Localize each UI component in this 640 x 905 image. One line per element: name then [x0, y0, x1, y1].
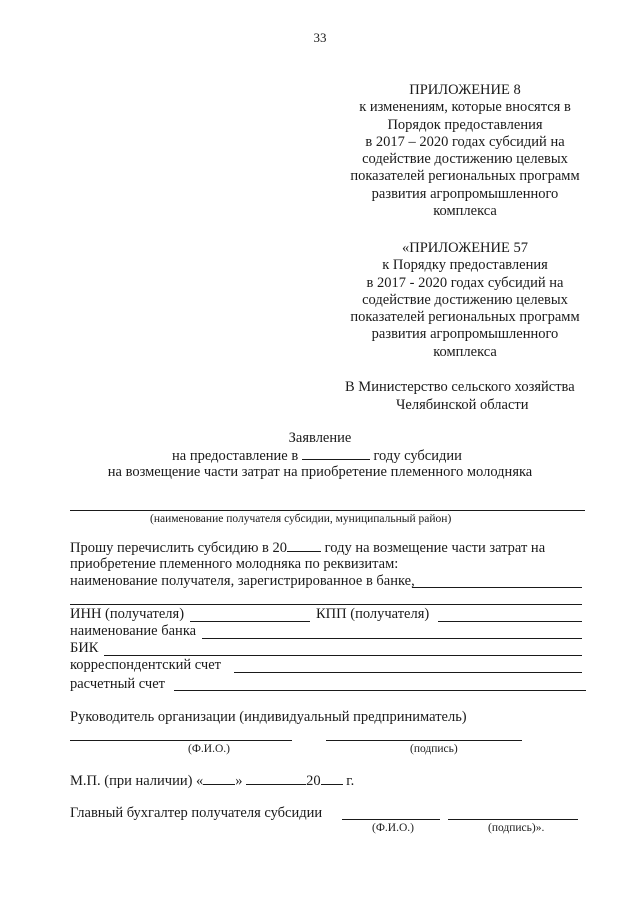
appendix-8-line: показателей региональных программ — [350, 168, 580, 185]
addressee-line: Челябинской области — [396, 397, 529, 413]
appendix-8-line: содействие достижению целевых — [362, 151, 568, 168]
appendix-57-line: в 2017 - 2020 годах субсидий на — [366, 274, 564, 291]
corr-account-line — [234, 672, 582, 673]
appendix-8-line: комплекса — [433, 203, 497, 220]
accountant-title: Главный бухгалтер получателя субсидии — [70, 805, 323, 821]
appendix-8-line: Порядок предоставления — [387, 116, 543, 133]
heading-line: на предоставление в году субсидии — [172, 448, 462, 464]
corr-account-label: корреспондентский счет — [70, 657, 221, 673]
appendix-57-line: содействие достижению целевых — [362, 291, 568, 308]
request-line: приобретение племенного молодняка по реквизитам: — [70, 556, 399, 572]
inn-label: ИНН (получателя) — [70, 606, 185, 622]
document-title: Заявление — [288, 430, 352, 446]
addressee-line: В Министерство сельского хозяйства — [345, 379, 575, 395]
appendix-57-line: комплекса — [433, 343, 497, 360]
kpp-line — [438, 621, 582, 622]
heading-subtitle: на возмещение части затрат на приобретение племенного молодняка — [107, 464, 533, 480]
registered-name-line — [70, 604, 582, 605]
accountant-signature-line — [448, 819, 578, 820]
appendix-8-block — [330, 82, 600, 220]
request-line: Прошу перечислить субсидию в 20 году на возмещение части затрат на — [70, 540, 546, 556]
day-blank — [203, 772, 235, 785]
accountant-signature-caption: (подпись)». — [488, 822, 545, 834]
stamp-date-line: М.П. (при наличии) « » 20 г. — [70, 773, 355, 789]
appendix-57-line: показателей региональных программ — [350, 309, 580, 326]
appendix-8-line: в 2017 – 2020 годах субсидий на — [365, 133, 565, 150]
head-title: Руководитель организации (индивидуальный предприниматель) — [70, 709, 467, 725]
recipient-name-line — [70, 510, 585, 511]
appendix-57-title: «ПРИЛОЖЕНИЕ 57 — [402, 240, 528, 256]
bank-name-line — [202, 638, 582, 639]
bik-label: БИК — [70, 640, 99, 656]
head-fio-line — [70, 740, 292, 741]
registered-name-line — [412, 587, 582, 588]
year-blank — [302, 447, 370, 460]
month-blank — [246, 772, 306, 785]
year-blank — [287, 539, 321, 552]
head-signature-caption: (подпись) — [410, 743, 458, 755]
appendix-8-title: ПРИЛОЖЕНИЕ 8 — [409, 82, 521, 98]
account-label: расчетный счет — [70, 676, 165, 692]
page-number: 33 — [313, 30, 327, 45]
year-blank — [321, 772, 343, 785]
kpp-label: КПП (получателя) — [316, 606, 430, 622]
head-fio-caption: (Ф.И.О.) — [188, 743, 230, 755]
recipient-caption: (наименование получателя субсидии, муниципальный район) — [150, 513, 452, 525]
appendix-57-line: развития агропромышленного — [371, 326, 559, 343]
head-signature-line — [326, 740, 522, 741]
inn-line — [190, 621, 310, 622]
bik-line — [104, 655, 582, 656]
appendix-57-block — [330, 240, 600, 361]
account-line — [174, 690, 586, 691]
appendix-8-line: к изменениям, которые вносятся в — [359, 99, 571, 116]
appendix-57-line: к Порядку предоставления — [382, 257, 548, 274]
accountant-fio-line — [342, 819, 440, 820]
request-line: наименование получателя, зарегистрированное в банке, — [70, 573, 415, 589]
bank-name-label: наименование банка — [70, 623, 197, 639]
accountant-fio-caption: (Ф.И.О.) — [372, 822, 414, 834]
appendix-8-line: развития агропромышленного — [371, 185, 559, 202]
